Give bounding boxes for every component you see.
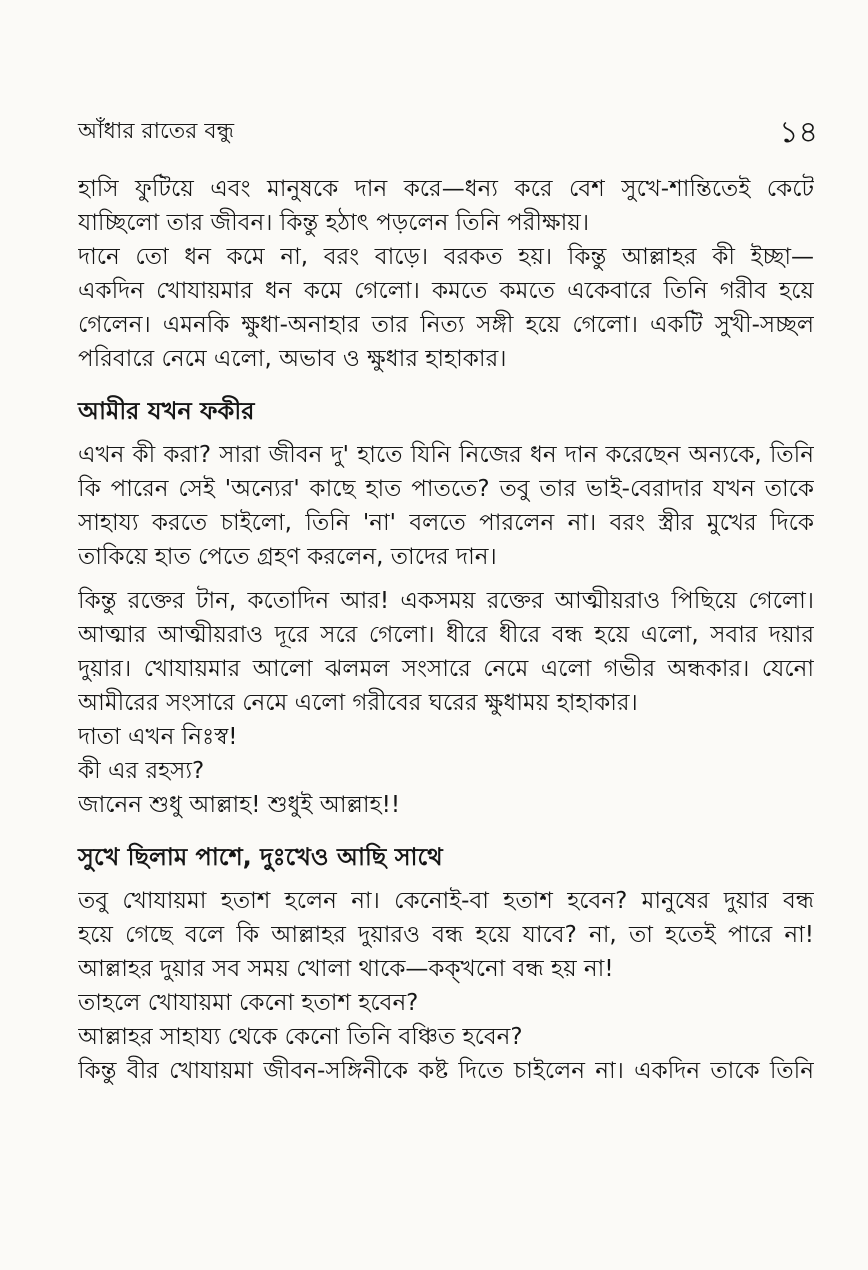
paragraph [78,884,814,1088]
text-line: আমীরের সংসারে নেমে এলো গরীবের ঘরের ক্ষুধাময় হাহাকার। [78,690,638,716]
text-line: সাহায্য করতে চাইলো, তিনি 'না' বলতে পারলেন না। বরং স্ত্রীর মুখের দিকে [78,510,814,536]
text-line: এখন কী করা? সারা জীবন দু' হাতে যিনি নিজের ধন দান করেছেন অন্যকে, তিনি [78,442,814,468]
running-title: আঁধার রাতের বন্ধু [78,119,235,144]
text-line: কি পারেন সেই 'অন্যের' কাছে হাত পাততে? তবু তার ভাই-বেরাদার যখন তাকে [78,476,814,502]
text-line: জানেন শুধু আল্লাহ! শুধুই আল্লাহ!! [78,792,401,818]
text-line: আল্লাহর সাহায্য থেকে কেনো তিনি বঞ্চিত হবেন? [78,1024,523,1050]
text-line: দানে তো ধন কমে না, বরং বাড়ে। বরকত হয়। কিন্তু আল্লাহর কী ইচ্ছা— [78,244,814,270]
paragraph [78,584,814,720]
section-heading: সুখে ছিলাম পাশে, দুঃখেও আছি সাথে [78,843,443,871]
text-line: কিন্তু রক্তের টান, কতোদিন আর! একসময় রক্তের আত্মীয়রাও পিছিয়ে গেলো। [78,588,814,614]
text-line: আত্মার আত্মীয়রাও দূরে সরে গেলো। ধীরে ধীরে বন্ধ হয়ে এলো, সবার দয়ার [78,622,814,648]
text-line: দাতা এখন নিঃস্ব! [78,724,238,750]
text-line: তাহলে খোযায়মা কেনো হতাশ হবেন? [78,990,419,1016]
paragraph [78,720,814,822]
text-line: কী এর রহস্য? [78,758,205,784]
text-line: যাচ্ছিলো তার জীবন। কিন্তু হঠাৎ পড়লেন তিনি পরীক্ষায়। [78,210,590,236]
section-heading: আমীর যখন ফকীর [78,397,255,425]
text-line: তাকিয়ে হাত পেতে গ্রহণ করলেন, তাদের দান। [78,544,497,570]
text-line: তবু খোযায়মা হতাশ হলেন না। কেনোই-বা হতাশ হবেন? মানুষের দুয়ার বন্ধ [78,888,814,914]
text-line: আল্লাহর দুয়ার সব সময় খোলা থাকে—কক্‌খনো বন্ধ হয় না! [78,956,614,982]
text-line: দুয়ার। খোযায়মার আলো ঝলমল সংসারে নেমে এলো গভীর অন্ধকার। যেনো [78,656,814,682]
body-text [78,172,814,1088]
paragraph [78,438,814,574]
page-number: ১৪ [779,115,818,150]
text-line: গেলেন। এমনকি ক্ষুধা-অনাহার তার নিত্য সঙ্গী হয়ে গেলো। একটি সুখী-সচ্ছল [78,312,814,338]
text-line: কিন্তু বীর খোযায়মা জীবন-সঙ্গিনীকে কষ্ট দিতে চাইলেন না। একদিন তাকে তিনি [78,1058,814,1084]
text-line: পরিবারে নেমে এলো, অভাব ও ক্ষুধার হাহাকার। [78,346,507,372]
running-header [78,108,818,148]
text-line: একদিন খোযায়মার ধন কমে গেলো। কমতে কমতে একেবারে তিনি গরীব হয়ে [78,278,814,304]
text-line: হাসি ফুটিয়ে এবং মানুষকে দান করে—ধন্য করে বেশ সুখে-শান্তিতেই কেটে [78,176,814,202]
paragraph-gap [78,574,814,584]
paragraph [78,172,814,240]
paragraph [78,240,814,376]
text-line: হয়ে গেছে বলে কি আল্লাহর দুয়ারও বন্ধ হয়ে যাবে? না, তা হতেই পারে না! [78,922,814,948]
